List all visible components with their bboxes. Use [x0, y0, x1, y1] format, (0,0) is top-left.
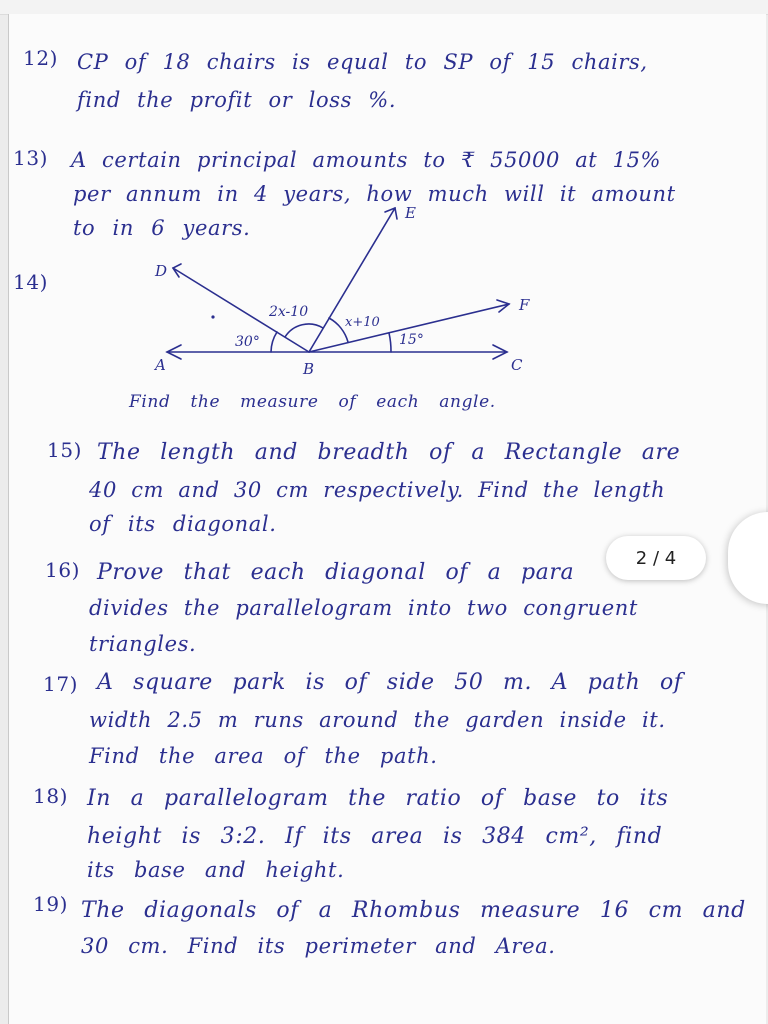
question-13-line-2: per annum in 4 years, how much will it amount — [73, 182, 676, 206]
question-18-line-3: its base and height. — [87, 858, 345, 882]
label-d: D — [155, 262, 168, 280]
question-13-line-1: A certain principal amounts to ₹ 55000 at 15% — [71, 148, 662, 172]
question-13-number: 13) — [13, 146, 49, 170]
question-18-line-2: height is 3:2. If its area is 384 cm², find — [87, 824, 663, 849]
question-18-line-1: In a parallelogram the ratio of base to its — [87, 786, 669, 811]
label-c: C — [511, 356, 523, 374]
question-17-line-3: Find the area of the path. — [89, 744, 438, 768]
question-19-line-1: The diagonals of a Rhombus measure 16 cm and — [81, 898, 746, 923]
question-16-line-1: Prove that each diagonal of a para — [97, 560, 575, 585]
question-15-line-2: 40 cm and 30 cm respectively. Find the length — [89, 478, 666, 502]
ray-be — [309, 208, 395, 352]
label-f: F — [519, 296, 530, 314]
arc-dbe — [285, 324, 323, 337]
question-14-number: 14) — [13, 270, 49, 294]
question-12-line-1: CP of 18 chairs is equal to SP of 15 chairs, — [77, 50, 648, 74]
label-angle-dbe: 2x-10 — [269, 304, 309, 320]
question-16-line-2: divides the parallelogram into two congruent — [89, 596, 638, 620]
question-13-line-3: to in 6 years. — [73, 216, 251, 240]
page-indicator-label: 2 / 4 — [635, 547, 677, 569]
question-19-number: 19) — [33, 892, 69, 916]
question-17-line-1: A square park is of side 50 m. A path of — [97, 670, 683, 695]
question-15-line-1: The length and breadth of a Rectangle are — [97, 440, 681, 465]
dot-mark — [211, 315, 214, 318]
question-16-line-3: triangles. — [89, 632, 197, 656]
arc-fbc — [389, 333, 391, 352]
question-17-number: 17) — [43, 672, 79, 696]
label-angle-fbc: 15° — [399, 332, 424, 348]
question-17-line-2: width 2.5 m runs around the garden inside it. — [89, 708, 666, 732]
question-12-line-2: find the profit or loss %. — [77, 88, 397, 112]
arc-abd — [271, 332, 277, 352]
angle-diagram — [9, 14, 766, 434]
question-18-number: 18) — [33, 784, 69, 808]
question-19-line-2: 30 cm. Find its perimeter and Area. — [81, 934, 556, 958]
question-15-number: 15) — [47, 438, 83, 462]
question-12-number: 12) — [23, 46, 59, 70]
label-a: A — [155, 356, 166, 374]
page-indicator — [606, 536, 706, 580]
label-angle-abd: 30° — [235, 334, 260, 350]
question-15-line-3: of its diagonal. — [89, 512, 277, 536]
viewer-top-bar — [0, 0, 768, 15]
label-e: E — [405, 204, 416, 222]
label-b: B — [303, 360, 315, 378]
label-angle-ebf: x+10 — [345, 315, 380, 330]
document-page — [8, 14, 766, 1024]
question-14-caption: Find the measure of each angle. — [129, 392, 496, 412]
question-16-number: 16) — [45, 558, 81, 582]
